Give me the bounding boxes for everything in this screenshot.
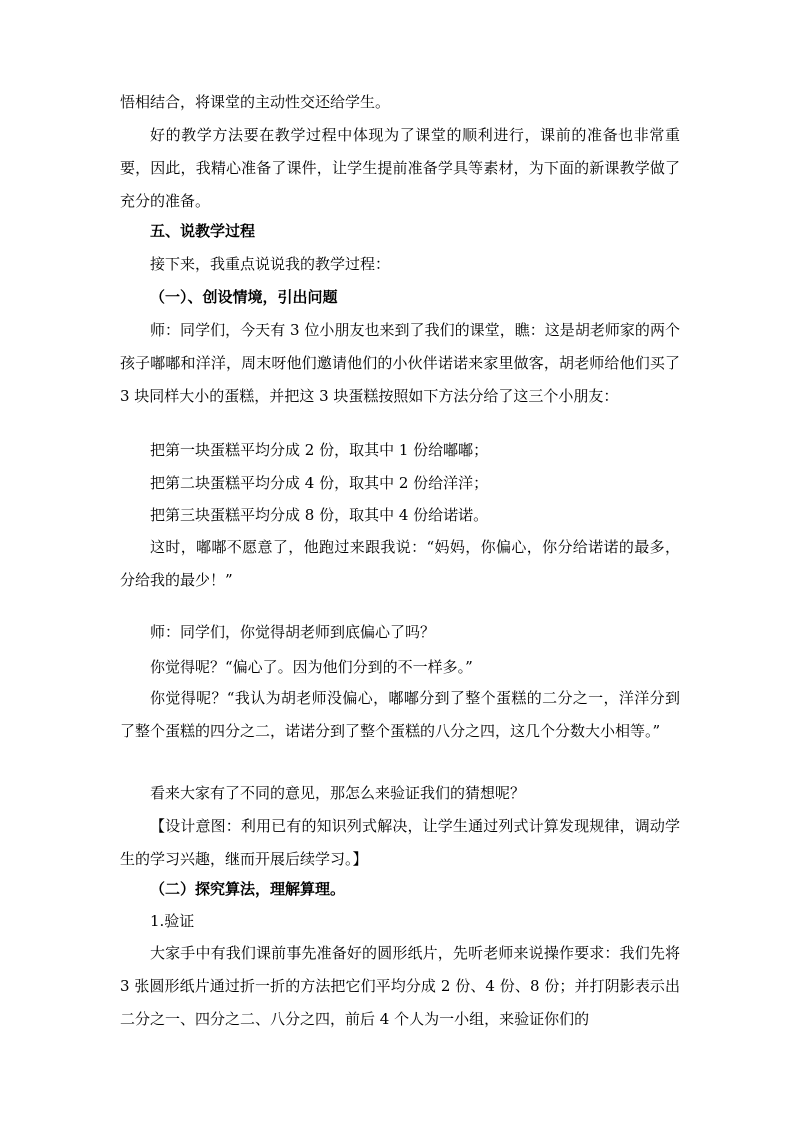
paragraph-14: 1.验证 <box>150 912 195 930</box>
paragraph-3: 接下来，我重点说说我的教学过程： <box>150 255 391 273</box>
paragraph-8: 这时，嘟嘟不愿意了，他跑过来跟我说：“妈妈，你偏心，你分给诺诺的最多，分给我的最少！” <box>120 538 680 589</box>
paragraph-12: 看来大家有了不同的意见，那怎么来验证我们的猜想呢？ <box>150 784 526 802</box>
subsection-heading-2: （二）探究算法，理解算理。 <box>150 880 346 898</box>
paragraph-10: 你觉得呢？“偏心了。因为他们分到的不一样多。” <box>150 658 473 676</box>
paragraph-15: 大家手中有我们课前事先准备好的圆形纸片，先听老师来说操作要求：我们先将 3 张圆形纸片通过折一折的方法把它们平均分成 2 份、4 份、8 份；并打阴影表示出二分之一、四分之二、八分之四，前后 4 个人为一小组，来验证你们的 <box>120 944 680 1028</box>
paragraph-11: 你觉得呢？“我认为胡老师没偏心，嘟嘟分到了整个蛋糕的二分之一，洋洋分到了整个蛋糕的四分之二，诺诺分到了整个蛋糕的八分之四，这几个分数大小相等。” <box>120 689 680 740</box>
design-intent-note: 【设计意图：利用已有的知识列式解决，让学生通过列式计算发现规律，调动学生的学习兴趣，继而开展后续学习。】 <box>120 817 680 868</box>
paragraph-4: 师：同学们，今天有 3 位小朋友也来到了我们的课堂，瞧：这是胡老师家的两个孩子嘟嘟和洋洋，周末呀他们邀请他们的小伙伴诺诺来家里做客，胡老师给他们买了 3 块同样大小的蛋糕，并把这 3 块蛋糕按照如下方法分给了这三个小朋友： <box>120 321 680 405</box>
paragraph-7: 把第三块蛋糕平均分成 8 份，取其中 4 份给诺诺。 <box>150 506 489 524</box>
subsection-heading-1: （一）、创设情境，引出问题 <box>150 288 338 306</box>
paragraph-1: 悟相结合，将课堂的主动性交还给学生。 <box>120 93 391 111</box>
paragraph-2: 好的教学方法要在教学过程中体现为了课堂的顺利进行，课前的准备也非常重要，因此，我精心准备了课件，让学生提前准备学具等素材，为下面的新课教学做了充分的准备。 <box>120 126 680 210</box>
paragraph-9: 师：同学们，你觉得胡老师到底偏心了吗？ <box>150 623 436 641</box>
section-heading-5: 五、说教学过程 <box>150 222 256 240</box>
paragraph-5: 把第一块蛋糕平均分成 2 份，取其中 1 份给嘟嘟； <box>150 441 489 459</box>
paragraph-6: 把第二块蛋糕平均分成 4 份，取其中 2 份给洋洋； <box>150 474 489 492</box>
